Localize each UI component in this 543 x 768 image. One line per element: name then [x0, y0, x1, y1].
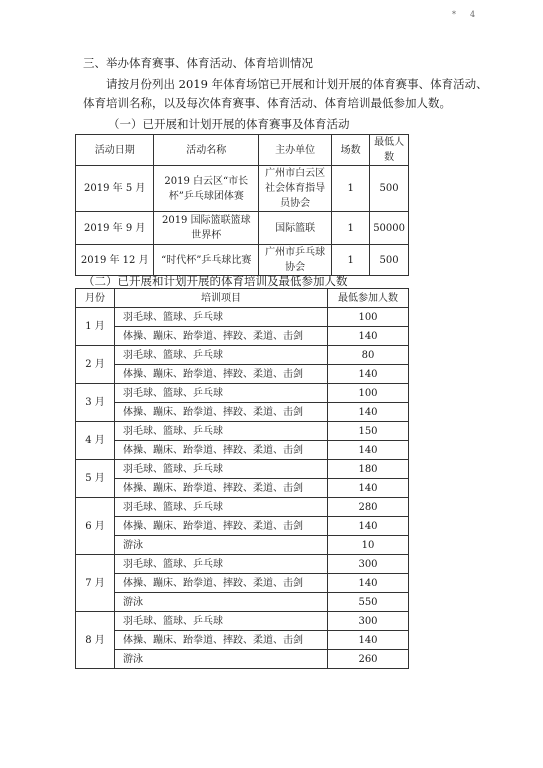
- table-row: [76, 365, 409, 384]
- event-name: “时代杯”乒乓球比赛: [154, 245, 259, 276]
- header-min-participants: 最低参加人数: [328, 289, 409, 308]
- training-min: 10: [328, 536, 409, 555]
- month-cell: 2 月: [76, 346, 115, 384]
- training-item: 体操、蹦床、跆拳道、摔跤、柔道、击剑: [115, 441, 328, 460]
- training-min: 140: [328, 441, 409, 460]
- event-organizer: 广州市白云区社会体育指导员协会: [259, 166, 332, 212]
- event-min: 500: [370, 245, 409, 276]
- training-item: 体操、蹦床、跆拳道、摔跤、柔道、击剑: [115, 517, 328, 536]
- training-item: 体操、蹦床、跆拳道、摔跤、柔道、击剑: [115, 631, 328, 650]
- table-row: [76, 384, 409, 403]
- header-activity-name: 活动名称: [154, 135, 259, 166]
- event-count: 1: [332, 212, 370, 245]
- training-item: 羽毛球、篮球、乒乓球: [115, 308, 328, 327]
- header-date: 活动日期: [76, 135, 154, 166]
- header-organizer: 主办单位: [259, 135, 332, 166]
- training-table: [75, 288, 409, 669]
- training-item: 羽毛球、篮球、乒乓球: [115, 460, 328, 479]
- training-min: 300: [328, 612, 409, 631]
- intro-line: 请按月份列出 2019 年体育场馆已开展和计划开展的体育赛事、体育活动、: [106, 77, 488, 91]
- event-min: 50000: [370, 212, 409, 245]
- table-row: [76, 498, 409, 517]
- header-count: 场数: [332, 135, 370, 166]
- training-min: 180: [328, 460, 409, 479]
- training-item: 羽毛球、篮球、乒乓球: [115, 498, 328, 517]
- training-item: 游泳: [115, 650, 328, 669]
- training-min: 140: [328, 365, 409, 384]
- training-item: 游泳: [115, 536, 328, 555]
- month-cell: 6 月: [76, 498, 115, 555]
- training-min: 140: [328, 403, 409, 422]
- event-date: 2019 年 5 月: [76, 166, 154, 212]
- month-cell: 3 月: [76, 384, 115, 422]
- table-row: [76, 308, 409, 327]
- header-min-people: 最低人数: [370, 135, 409, 166]
- training-item: 体操、蹦床、跆拳道、摔跤、柔道、击剑: [115, 403, 328, 422]
- training-min: 100: [328, 308, 409, 327]
- table-row: [76, 631, 409, 650]
- training-item: 游泳: [115, 593, 328, 612]
- month-cell: 4 月: [76, 422, 115, 460]
- training-item: 羽毛球、篮球、乒乓球: [115, 384, 328, 403]
- training-min: 550: [328, 593, 409, 612]
- table-row: [76, 517, 409, 536]
- training-item: 羽毛球、篮球、乒乓球: [115, 346, 328, 365]
- event-count: 1: [332, 166, 370, 212]
- month-cell: 5 月: [76, 460, 115, 498]
- table-row: [76, 422, 409, 441]
- month-cell: 8 月: [76, 612, 115, 669]
- training-item: 羽毛球、篮球、乒乓球: [115, 555, 328, 574]
- page-number: [452, 10, 489, 19]
- training-item: 体操、蹦床、跆拳道、摔跤、柔道、击剑: [115, 365, 328, 384]
- table-row: [76, 346, 409, 365]
- training-min: 80: [328, 346, 409, 365]
- table1-title: （一）已开展和计划开展的体育赛事及体育活动: [108, 117, 350, 131]
- page-number-mark: *: [452, 10, 456, 19]
- table-row: [76, 441, 409, 460]
- event-date: 2019 年 9 月: [76, 212, 154, 245]
- event-name: 2019 白云区“市长杯”乒乓球团体赛: [154, 166, 259, 212]
- training-min: 140: [328, 631, 409, 650]
- table-row: [76, 166, 409, 212]
- header-training-item: 培训项目: [115, 289, 328, 308]
- event-name: 2019 国际篮联篮球世界杯: [154, 212, 259, 245]
- table-row: [76, 574, 409, 593]
- month-cell: 1 月: [76, 308, 115, 346]
- intro-line: 体育培训名称，以及每次体育赛事、体育活动、体育培训最低参加人数。: [83, 96, 451, 110]
- training-min: 280: [328, 498, 409, 517]
- training-min: 140: [328, 479, 409, 498]
- table-row: [76, 327, 409, 346]
- training-min: 140: [328, 574, 409, 593]
- events-table: [75, 134, 409, 276]
- table-row: [76, 403, 409, 422]
- table-row: [76, 593, 409, 612]
- table-row: [76, 479, 409, 498]
- training-min: 260: [328, 650, 409, 669]
- training-min: 150: [328, 422, 409, 441]
- table2-title: （二）已开展和计划开展的体育培训及最低参加人数: [83, 274, 348, 288]
- event-organizer: 广州市乒乓球协会: [259, 245, 332, 276]
- training-item: 羽毛球、篮球、乒乓球: [115, 422, 328, 441]
- table-row: [76, 212, 409, 245]
- training-item: 羽毛球、篮球、乒乓球: [115, 612, 328, 631]
- intro-paragraph: [83, 75, 488, 113]
- section-title: 三、举办体育赛事、体育活动、体育培训情况: [83, 56, 313, 70]
- table-row: [76, 245, 409, 276]
- table-header-row: [76, 289, 409, 308]
- table-row: [76, 555, 409, 574]
- event-min: 500: [370, 166, 409, 212]
- event-date: 2019 年 12 月: [76, 245, 154, 276]
- table-row: [76, 650, 409, 669]
- event-count: 1: [332, 245, 370, 276]
- page-number-value: 4: [470, 10, 476, 19]
- training-min: 140: [328, 517, 409, 536]
- training-item: 体操、蹦床、跆拳道、摔跤、柔道、击剑: [115, 479, 328, 498]
- training-item: 体操、蹦床、跆拳道、摔跤、柔道、击剑: [115, 574, 328, 593]
- table-row: [76, 612, 409, 631]
- table-row: [76, 536, 409, 555]
- training-min: 300: [328, 555, 409, 574]
- event-organizer: 国际篮联: [259, 212, 332, 245]
- header-month: 月份: [76, 289, 115, 308]
- table-row: [76, 460, 409, 479]
- table-header-row: [76, 135, 409, 166]
- training-min: 100: [328, 384, 409, 403]
- month-cell: 7 月: [76, 555, 115, 612]
- training-min: 140: [328, 327, 409, 346]
- training-item: 体操、蹦床、跆拳道、摔跤、柔道、击剑: [115, 327, 328, 346]
